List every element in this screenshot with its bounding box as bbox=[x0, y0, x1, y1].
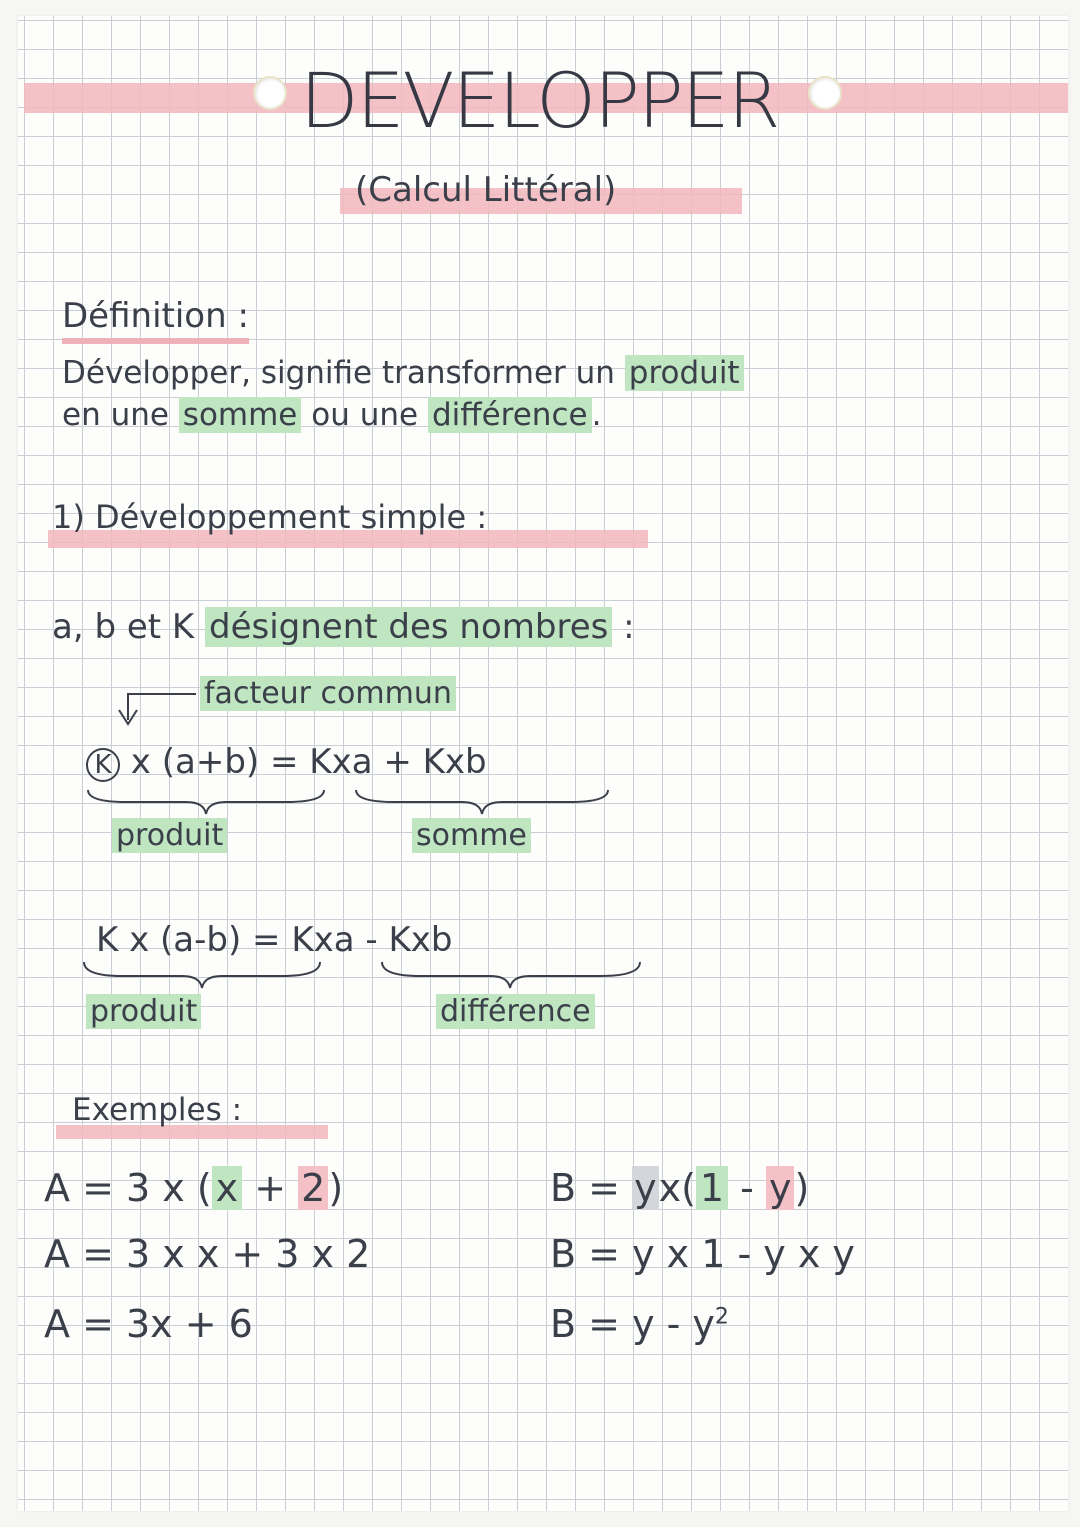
definition-keyword-somme: somme bbox=[179, 397, 302, 433]
definition-text-c: ou une bbox=[301, 397, 428, 433]
definition-period: . bbox=[591, 397, 602, 433]
example-a1-post: ) bbox=[328, 1166, 344, 1210]
example-b-line-1 bbox=[550, 1166, 809, 1210]
example-b-line-3 bbox=[550, 1302, 729, 1346]
formula-1-right-brace bbox=[354, 786, 610, 816]
intro-keyword: désignent des nombres bbox=[205, 607, 612, 647]
punch-hole-left bbox=[253, 76, 287, 110]
common-factor-arrow bbox=[108, 686, 198, 736]
formula-2-right-brace bbox=[380, 958, 642, 990]
formula-2-left: K x (a-b) bbox=[96, 920, 242, 960]
factor-k-circled: K bbox=[86, 748, 120, 782]
example-b1-pre: B = bbox=[550, 1166, 633, 1210]
intro-colon: : bbox=[612, 607, 635, 647]
formula-2-equals: = bbox=[241, 920, 292, 960]
definition-text-b: en une bbox=[62, 397, 179, 433]
formula-2-left-brace bbox=[82, 958, 322, 990]
example-a1-two: 2 bbox=[298, 1166, 328, 1210]
example-b3-exponent: 2 bbox=[714, 1304, 729, 1330]
example-b-line-2: B = y x 1 - y x y bbox=[550, 1232, 855, 1276]
intro-line bbox=[52, 607, 635, 647]
formula-1-somme-label: somme bbox=[412, 818, 531, 853]
formula-2-produit-label: produit bbox=[86, 994, 201, 1029]
formula-2-difference-label: différence bbox=[436, 994, 595, 1029]
punch-hole-right bbox=[808, 76, 842, 110]
example-a1-x: x bbox=[212, 1166, 243, 1210]
example-b1-minus: - bbox=[728, 1166, 766, 1210]
example-b3-pre: B = y - y bbox=[550, 1302, 715, 1346]
formula-2-right: Kxa - Kxb bbox=[291, 920, 453, 960]
examples-heading: Exemples : bbox=[72, 1092, 243, 1128]
definition-heading-text: Définition : bbox=[62, 296, 249, 344]
example-b1-mid: x( bbox=[658, 1166, 696, 1210]
page-title: DEVELOPPER bbox=[300, 56, 779, 145]
example-b1-y: y bbox=[634, 1166, 657, 1210]
example-a1-mid: + bbox=[242, 1166, 299, 1210]
formula-2 bbox=[96, 920, 453, 960]
definition-keyword-produit: produit bbox=[625, 355, 744, 391]
formula-1-left-brace bbox=[86, 786, 326, 816]
example-b1-y2: y bbox=[766, 1166, 795, 1210]
example-b1-one: 1 bbox=[696, 1166, 728, 1210]
intro-text-a: a, b et K bbox=[52, 607, 205, 647]
formula-1 bbox=[86, 742, 487, 782]
example-a-line-1 bbox=[44, 1166, 343, 1210]
section-heading: 1) Développement simple : bbox=[52, 498, 488, 536]
definition-keyword-difference: différence bbox=[428, 397, 592, 433]
example-a1-pre: A = 3 x ( bbox=[44, 1166, 212, 1210]
example-a-line-3: A = 3x + 6 bbox=[44, 1302, 253, 1346]
common-factor-label: facteur commun bbox=[200, 676, 456, 711]
formula-1-right: Kxa + Kxb bbox=[309, 742, 487, 782]
formula-1-equals: = bbox=[259, 742, 310, 782]
definition-heading bbox=[62, 296, 249, 336]
definition-line-2 bbox=[62, 397, 601, 433]
definition-text-a: Développer, signifie transformer un bbox=[62, 355, 625, 391]
definition-line-1 bbox=[62, 355, 744, 391]
formula-1-left: x (a+b) bbox=[120, 742, 260, 782]
page-subtitle: (Calcul Littéral) bbox=[355, 170, 617, 210]
example-b1-post: ) bbox=[794, 1166, 810, 1210]
example-a-line-2: A = 3 x x + 3 x 2 bbox=[44, 1232, 371, 1276]
formula-1-produit-label: produit bbox=[112, 818, 227, 853]
